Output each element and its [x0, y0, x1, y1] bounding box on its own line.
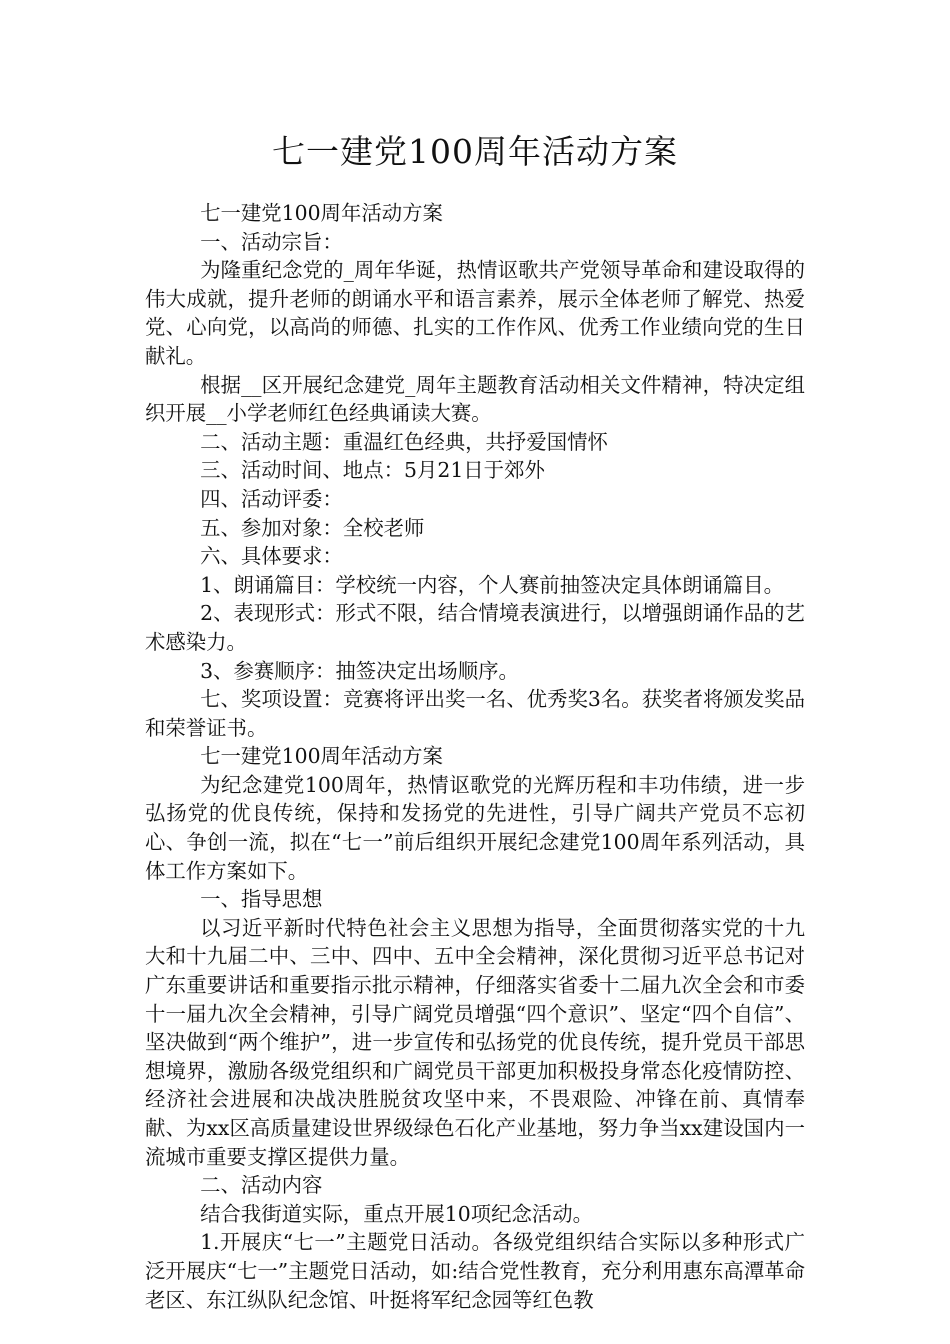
paragraph: 四、活动评委：	[200, 486, 343, 511]
paragraph: 七一建党100周年活动方案	[200, 201, 443, 225]
paragraph: 1、朗诵篇目：学校统一内容，个人赛前抽签决定具体朗诵篇目。	[200, 572, 784, 597]
paragraph: 根据__区开展纪念建党_周年主题教育活动相关文件精神，特决定组织开展__小学老师红色经典诵读大赛。	[145, 372, 805, 426]
paragraph: 为隆重纪念党的_周年华诞，热情讴歌共产党领导革命和建设取得的伟大成就，提升老师的朗诵水平和语言素养，展示全体老师了解党、热爱党、心向党，以高尚的师德、扎实的工作作风、优秀工作业绩向党的生日献礼。	[145, 258, 805, 368]
paragraph: 2、表现形式：形式不限，结合情境表演进行，以增强朗诵作品的艺术感染力。	[145, 601, 805, 654]
paragraph: 3、参赛顺序：抽签决定出场顺序。	[200, 658, 519, 683]
document-title: 七一建党100周年活动方案	[272, 132, 678, 171]
paragraph: 三、活动时间、地点：5月21日于郊外	[200, 458, 545, 483]
paragraph: 结合我街道实际，重点开展10项纪念活动。	[200, 1201, 594, 1226]
paragraph: 以习近平新时代特色社会主义思想为指导，全面贯彻落实党的十九大和十九届二中、三中、四中、五中全会精神，深化贯彻习近平总书记对广东重要讲话和重要指示批示精神，仔细落实省委十二届九次全会和市委十一届九次全会精神，引导广阔党员增强“四个意识”、坚定“四个自信”、坚决做到“两个维护”，进一步宣传和弘扬党的优良传统，提升党员干部思想境界，激励各级党组织和广阔党员干部更加积极投身常态化疫情防控、经济社会进展和决战决胜脱贫攻坚中来，不畏艰险、冲锋在前、真情奉献、为xx区高质量建设世界级绿色石化产业基地，努力争当xx建设国内一流城市重要支撑区提供力量。	[145, 915, 805, 1169]
paragraph: 一、指导思想	[200, 887, 323, 912]
paragraph: 七一建党100周年活动方案	[200, 744, 443, 769]
document-body	[145, 199, 805, 1314]
paragraph: 二、活动内容	[200, 1173, 323, 1198]
paragraph: 六、具体要求：	[200, 544, 343, 569]
paragraph: 一、活动宗旨：	[200, 229, 343, 254]
paragraph: 二、活动主题：重温红色经典，共抒爱国情怀	[200, 429, 608, 454]
paragraph: 七、奖项设置：竞赛将评出奖一名、优秀奖3名。获奖者将颁发奖品和荣誉证书。	[145, 687, 805, 740]
paragraph: 五、参加对象：全校老师	[200, 515, 425, 540]
paragraph: 1.开展庆“七一”主题党日活动。各级党组织结合实际以多种形式广泛开展庆“七一”主题党日活动，如:结合党性教育，充分利用惠东高潭革命老区、东江纵队纪念馆、叶挺将军纪念园等红色教	[145, 1230, 805, 1312]
paragraph: 为纪念建党100周年，热情讴歌党的光辉历程和丰功伟绩，进一步弘扬党的优良传统，保持和发扬党的先进性，引导广阔共产党员不忘初心、争创一流，拟在“七一”前后组织开展纪念建党100周年系列活动，具体工作方案如下。	[145, 772, 805, 883]
